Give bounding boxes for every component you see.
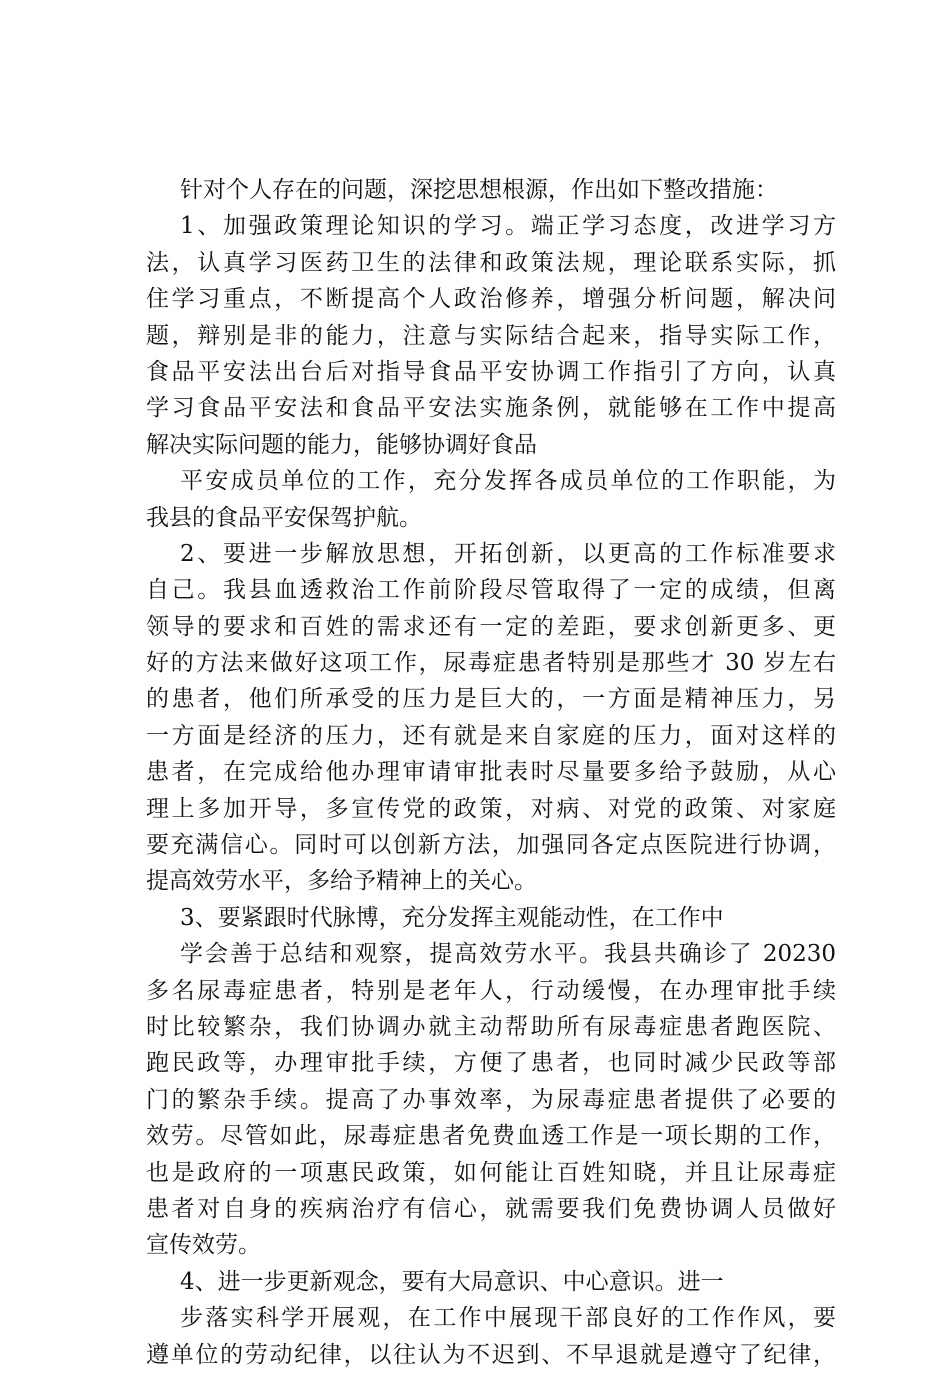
text-line: 我县的食品平安保驾护航。: [146, 504, 422, 531]
text-line: 3、要紧跟时代脉博，充分发挥主观能动性，在工作中: [180, 904, 724, 931]
text-line: 法，认真学习医药卫生的法律和政策法规，理论联系实际，抓: [146, 249, 836, 276]
text-line: 患者，在完成给他办理审请审批表时尽量要多给予鼓励，从心: [146, 759, 836, 786]
text-line: 要充满信心。同时可以创新方法，加强同各定点医院进行协调，: [146, 832, 836, 859]
text-line: 住学习重点，不断提高个人政治修养，增强分析问题，解决问: [146, 286, 836, 313]
text-line: 的患者，他们所承受的压力是巨大的，一方面是精神压力，另: [146, 686, 836, 713]
text-line: 一方面是经济的压力，还有就是来自家庭的压力，面对这样的: [146, 722, 836, 749]
text-line: 解决实际问题的能力，能够协调好食品: [146, 431, 537, 458]
text-line: 也是政府的一项惠民政策，如何能让百姓知晓，并且让尿毒症: [146, 1159, 836, 1186]
text-line: 学会善于总结和观察，提高效劳水平。我县共确诊了 20230: [180, 941, 836, 968]
text-line: 遵单位的劳动纪律，以往认为不迟到、不早退就是遵守了纪律，: [146, 1341, 836, 1368]
text-line: 理上多加开导，多宣传党的政策，对病、对党的政策、对家庭: [146, 795, 836, 822]
text-line: 步落实科学开展观，在工作中展现干部良好的工作作风，要: [180, 1305, 836, 1332]
text-line: 学习食品平安法和食品平安法实施条例，就能够在工作中提高: [146, 395, 836, 422]
text-line: 时比较繁杂，我们协调办就主动帮助所有尿毒症患者跑医院、: [146, 1013, 836, 1040]
text-line: 门的繁杂手续。提高了办事效率，为尿毒症患者提供了必要的: [146, 1086, 836, 1113]
text-line: 效劳。尽管如此，尿毒症患者免费血透工作是一项长期的工作，: [146, 1123, 836, 1150]
text-line: 1、加强政策理论知识的学习。端正学习态度，改进学习方: [180, 213, 836, 240]
document-body: [146, 172, 836, 1373]
text-line: 题，辩别是非的能力，注意与实际结合起来，指导实际工作，: [146, 322, 836, 349]
text-line: 自己。我县血透救治工作前阶段尽管取得了一定的成绩，但离: [146, 577, 836, 604]
text-line: 好的方法来做好这项工作，尿毒症患者特别是那些才 30 岁左右: [146, 650, 836, 677]
text-line: 食品平安法出台后对指导食品平安协调工作指引了方向，认真: [146, 358, 836, 385]
text-line: 患者对自身的疾病治疗有信心，就需要我们免费协调人员做好: [146, 1195, 836, 1222]
text-line: 提高效劳水平，多给予精神上的关心。: [146, 868, 537, 895]
text-line: 2、要进一步解放思想，开拓创新，以更高的工作标准要求: [180, 540, 836, 567]
text-line: 针对个人存在的问题，深挖思想根源，作出如下整改措施：: [180, 177, 778, 203]
text-line: 跑民政等，办理审批手续，方便了患者，也同时减少民政等部: [146, 1050, 836, 1077]
text-line: 平安成员单位的工作，充分发挥各成员单位的工作职能，为: [180, 468, 836, 495]
text-line: 多名尿毒症患者，特别是老年人，行动缓慢，在办理审批手续: [146, 977, 836, 1004]
text-line: 领导的要求和百姓的需求还有一定的差距，要求创新更多、更: [146, 613, 836, 640]
text-line: 4、进一步更新观念，要有大局意识、中心意识。进一: [180, 1268, 724, 1295]
text-line: 宣传效劳。: [146, 1232, 261, 1259]
